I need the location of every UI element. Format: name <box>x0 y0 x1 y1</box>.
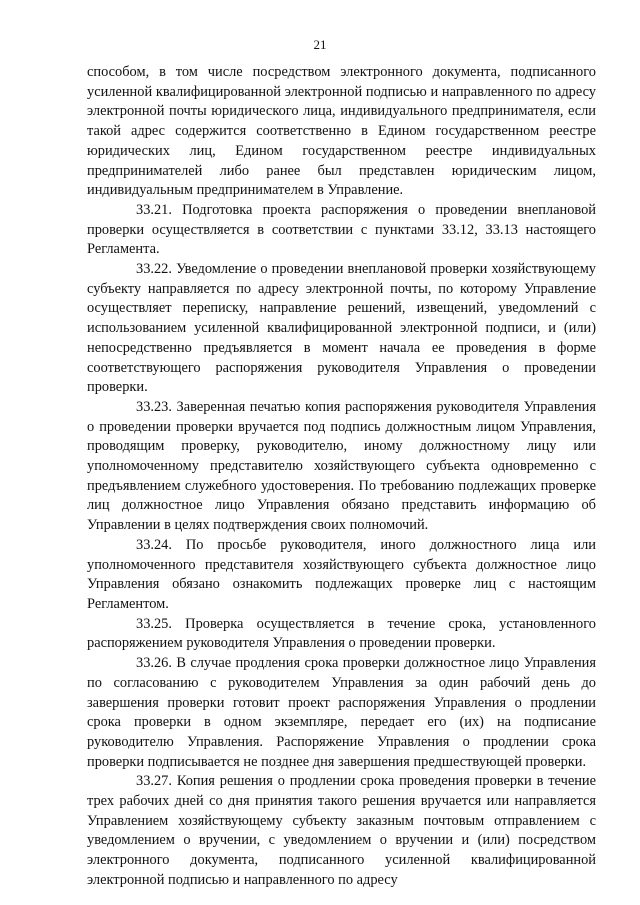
paragraph: 33.23. Заверенная печатью копия распоряжения руководителя Управления о проведении проверки вручается под подпись должностным лицом Управления, проводящим проверку, руководителю, иному должностному лицу или уполномоченному представителю хозяйствующего субъекта одновременно с предъявлением служебного удостоверения. По требованию подлежащих проверке лиц должностное лицо Управления обязано представить информацию об Управлении в целях подтверждения своих полномочий. <box>87 398 596 534</box>
paragraph: 33.24. По просьбе руководителя, иного должностного лица или уполномоченного представителя хозяйствующего субъекта должностное лицо Управления обязано ознакомить подлежащих проверке лиц с настоящим Регламентом. <box>87 536 596 612</box>
paragraph: 33.22. Уведомление о проведении внеплановой проверки хозяйствующему субъекту направляется по адресу электронной почты, по которому Управление осуществляет переписку, направление решений, извещений, уведомлений с использованием усиленной квалифицированной электронной подписи, и (или) непосредственно предъявляется в момент начала ее проведения в форме соответствующего распоряжения руководителя Управления о проведении проверки. <box>87 261 596 396</box>
paragraph: 33.26. В случае продления срока проверки должностное лицо Управления по согласованию с руководителем Управления за один рабочий день до завершения проверки готовит проект распоряжения Управления о продлении срока проверки в одном экземпляре, передает его (их) на подписание руководителю Управления. Распоряжение Управления о продлении срока проверки подписывается не позднее дня завершения предшествующей проверки. <box>87 655 596 770</box>
document-body <box>87 63 596 891</box>
paragraph: 33.27. Копия решения о продлении срока проведения проверки в течение трех рабочих дней со дня принятия такого решения вручается или направляется Управлением хозяйствующему субъекту заказным почтовым отправлением с уведомлением о вручении, с уведомлением о вручении и (или) посредством электронного документа, подписанного усиленной квалифицированной электронной подписью и направленного по адресу <box>87 773 596 888</box>
paragraph: способом, в том числе посредством электронного документа, подписанного усиленной квалифицированной электронной подписью и направленного по адресу электронной почты юридического лица, индивидуального предпринимателя, если такой адрес содержится соответственно в Едином государственном реестре юридических лиц, Едином государственном реестре индивидуальных предпринимателей либо ранее был представлен юридическим лицом, индивидуальным предпринимателем в Управление. <box>87 64 596 199</box>
paragraph: 33.21. Подготовка проекта распоряжения о проведении внеплановой проверки осуществляется в соответствии с пунктами 33.12, 33.13 настоящего Регламента. <box>87 201 596 258</box>
paragraph: 33.25. Проверка осуществляется в течение срока, установленного распоряжением руководителя Управления о проведении проверки. <box>87 615 596 652</box>
page-number: 21 <box>313 37 327 52</box>
